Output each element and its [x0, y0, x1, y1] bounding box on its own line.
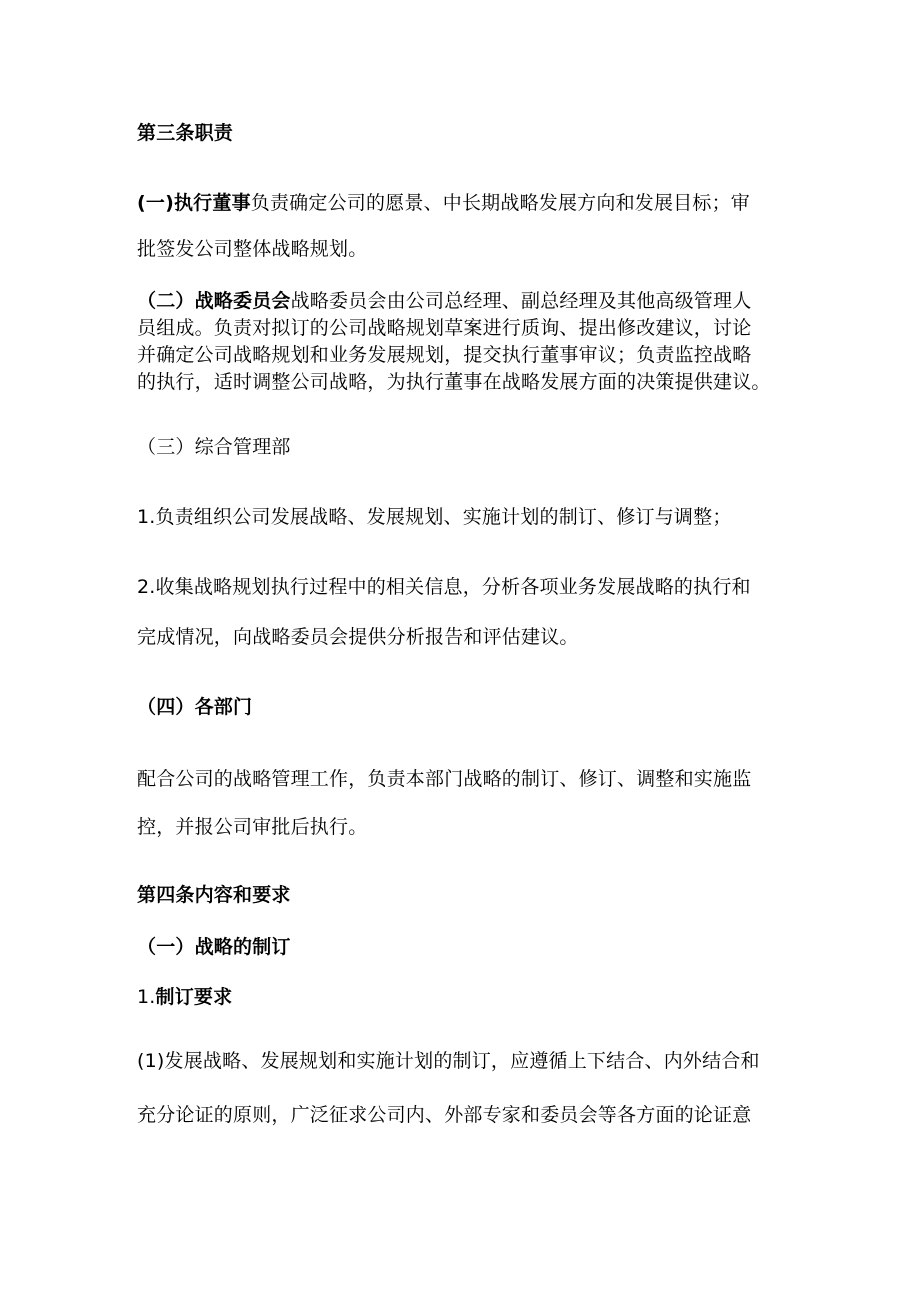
section-4-line-2: 控，并报公司审批后执行。: [137, 816, 368, 838]
section-4-heading: （四）各部门: [137, 696, 253, 718]
section-3-item-2-line-2: 完成情况，向战略委员会提供分析报告和评估建议。: [137, 626, 579, 648]
section-1-line-1: [137, 192, 750, 214]
section-2-line-2: 员组成。负责对拟订的公司战略规划草案进行质询、提出修改建议，讨论: [137, 317, 752, 339]
section-1-text-1: 负责确定公司的愿景、中长期战略发展方向和发展目标；审: [250, 192, 750, 214]
section-2-line-3: 并确定公司战略规划和业务发展规划，提交执行董事审议；负责监控战略: [137, 344, 752, 366]
section-2-text-1: 战略委员会由公司总经理、副总经理及其他高级管理人: [290, 290, 752, 312]
section-3-item-1: 1.负责组织公司发展战略、发展规划、实施计划的制订、修订与调整；: [137, 506, 732, 528]
section-2-line-1: [137, 290, 751, 312]
section-2-line-4: 的执行，适时调整公司战略，为执行董事在战略发展方面的决策提供建议。: [137, 371, 771, 393]
section-3-item-2-line-1: 2.收集战略规划执行过程中的相关信息，分析各项业务发展战略的执行和: [137, 576, 751, 598]
article-3-title: 第三条职责: [137, 122, 234, 144]
article-4-paragraph-1-line-1: (1)发展战略、发展规划和实施计划的制订，应遵循上下结合、内外结合和: [137, 1050, 760, 1072]
section-4-line-1: 配合公司的战略管理工作，负责本部门战略的制订、修订、调整和实施监: [137, 768, 752, 790]
article-4-item-1-label: 制订要求: [155, 986, 233, 1008]
section-1-line-2: 批签发公司整体战略规划。: [137, 238, 368, 260]
section-1-label: (一)执行董事: [137, 192, 251, 214]
article-4-paragraph-1-line-2: 充分论证的原则，广泛征求公司内、外部专家和委员会等各方面的论证意: [137, 1104, 752, 1126]
article-4-title: 第四条内容和要求: [137, 884, 291, 906]
article-4-item-1: [137, 986, 232, 1008]
section-2-label: （二）战略委员会: [137, 290, 291, 312]
article-4-item-1-prefix: 1.: [137, 986, 156, 1008]
section-3-heading: （三）综合管理部: [137, 436, 291, 458]
article-4-section-1-heading: （一）战略的制订: [137, 936, 291, 958]
